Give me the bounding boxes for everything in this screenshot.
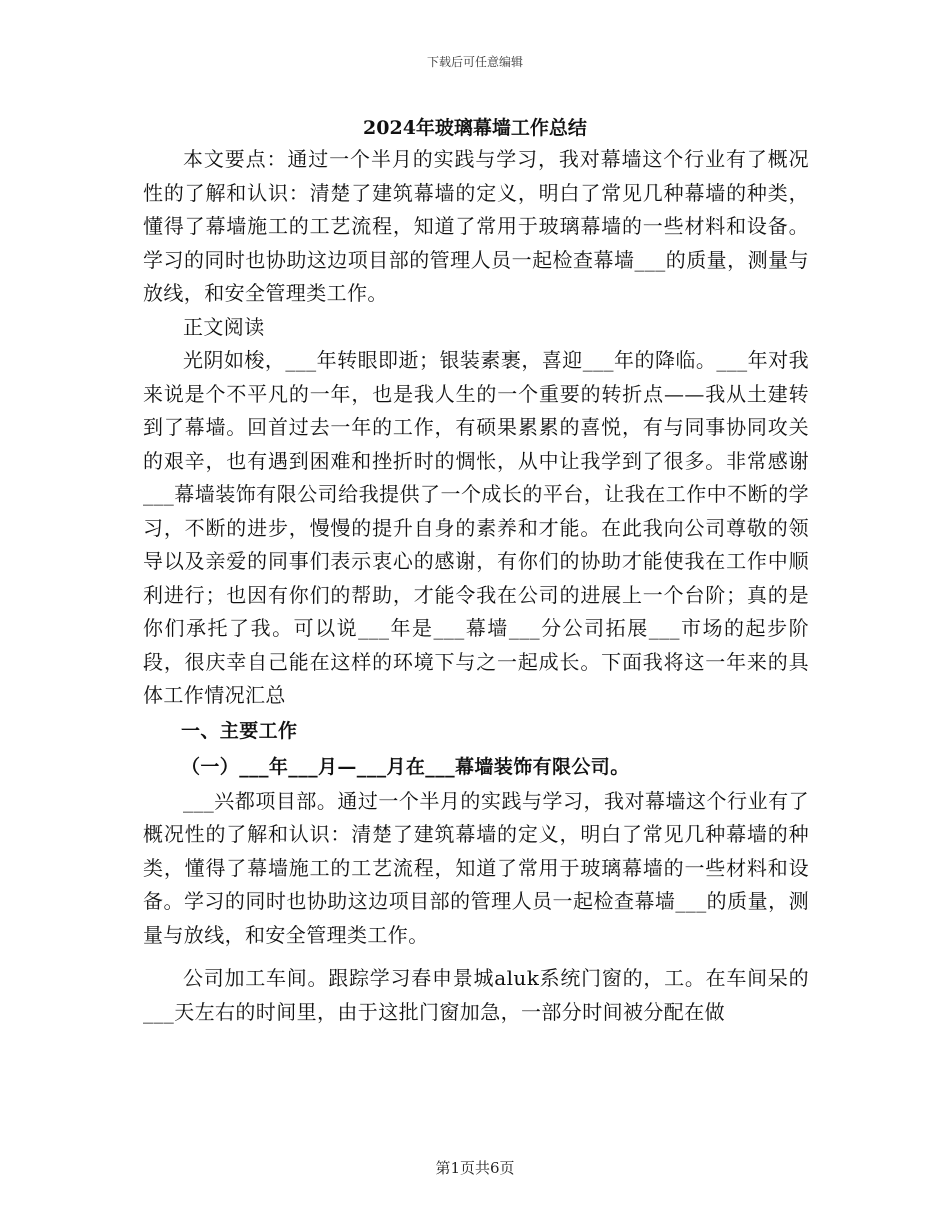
- document-title: 2024年玻璃幕墙工作总结: [363, 117, 587, 139]
- paragraph-project-dept: ___兴都项目部。通过一个半月的实践与学习，我对幕墙这个行业有了概况性的了解和认识：清楚了建筑幕墙的定义，明白了常见几种幕墙的种类，懂得了幕墙施工的工艺流程，知道了常用于玻璃幕墙的一些材料和设备。学习的同时也协助这边项目部的管理人员一起检查幕墙___的质量，测量与放线，和安全管理类工作。: [143, 788, 809, 947]
- section-heading-main-work: 一、主要工作: [181, 719, 298, 742]
- document-body: [143, 143, 809, 1029]
- paragraph-intro: 光阴如梭，___年转眼即逝；银装素裹，喜迎___年的降临。___年对我来说是个不平凡的一年，也是我人生的一个重要的转折点——我从土建转到了幕墙。回首过去一年的工作，有硕果累累的喜悦，有与同事协同攻关的艰辛，也有遇到困难和挫折时的惆怅，从中让我学到了很多。非常感谢___幕墙装饰有限公司给我提供了一个成长的平台，让我在工作中不断的学习，不断的进步，慢慢的提升自身的素养和才能。在此我向公司尊敬的领导以及亲爱的同事们表示衷心的感谢，有你们的协助才能使我在工作中顺利进行；也因有你们的帮助，才能令我在公司的进展上一个台阶；真的是你们承托了我。可以说___年是___幕墙___分公司拓展___市场的起步阶段，很庆幸自己能在这样的环境下与之一起成长。下面我将这一年来的具体工作情况汇总: [143, 348, 809, 707]
- page-footer-number: 第1页共6页: [435, 1159, 515, 1177]
- paragraph-summary: 本文要点：通过一个半月的实践与学习，我对幕墙这个行业有了概况性的了解和认识：清楚了建筑幕墙的定义，明白了常见几种幕墙的种类，懂得了幕墙施工的工艺流程，知道了常用于玻璃幕墙的一些材料和设备。学习的同时也协助这边项目部的管理人员一起检查幕墙___的质量，测量与放线，和安全管理类工作。: [143, 147, 809, 305]
- paragraph-workshop: 公司加工车间。跟踪学习春申景城aluk系统门窗的，工。在车间呆的___天左右的时间里，由于这批门窗加急，一部分时间被分配在做: [143, 966, 809, 1024]
- page-header-note: 下载后可任意编辑: [426, 55, 523, 69]
- subsection-heading-1: （一）___年___月—___月在___幕墙装饰有限公司。: [181, 755, 630, 778]
- paragraph-reading-label: 正文阅读: [183, 314, 265, 339]
